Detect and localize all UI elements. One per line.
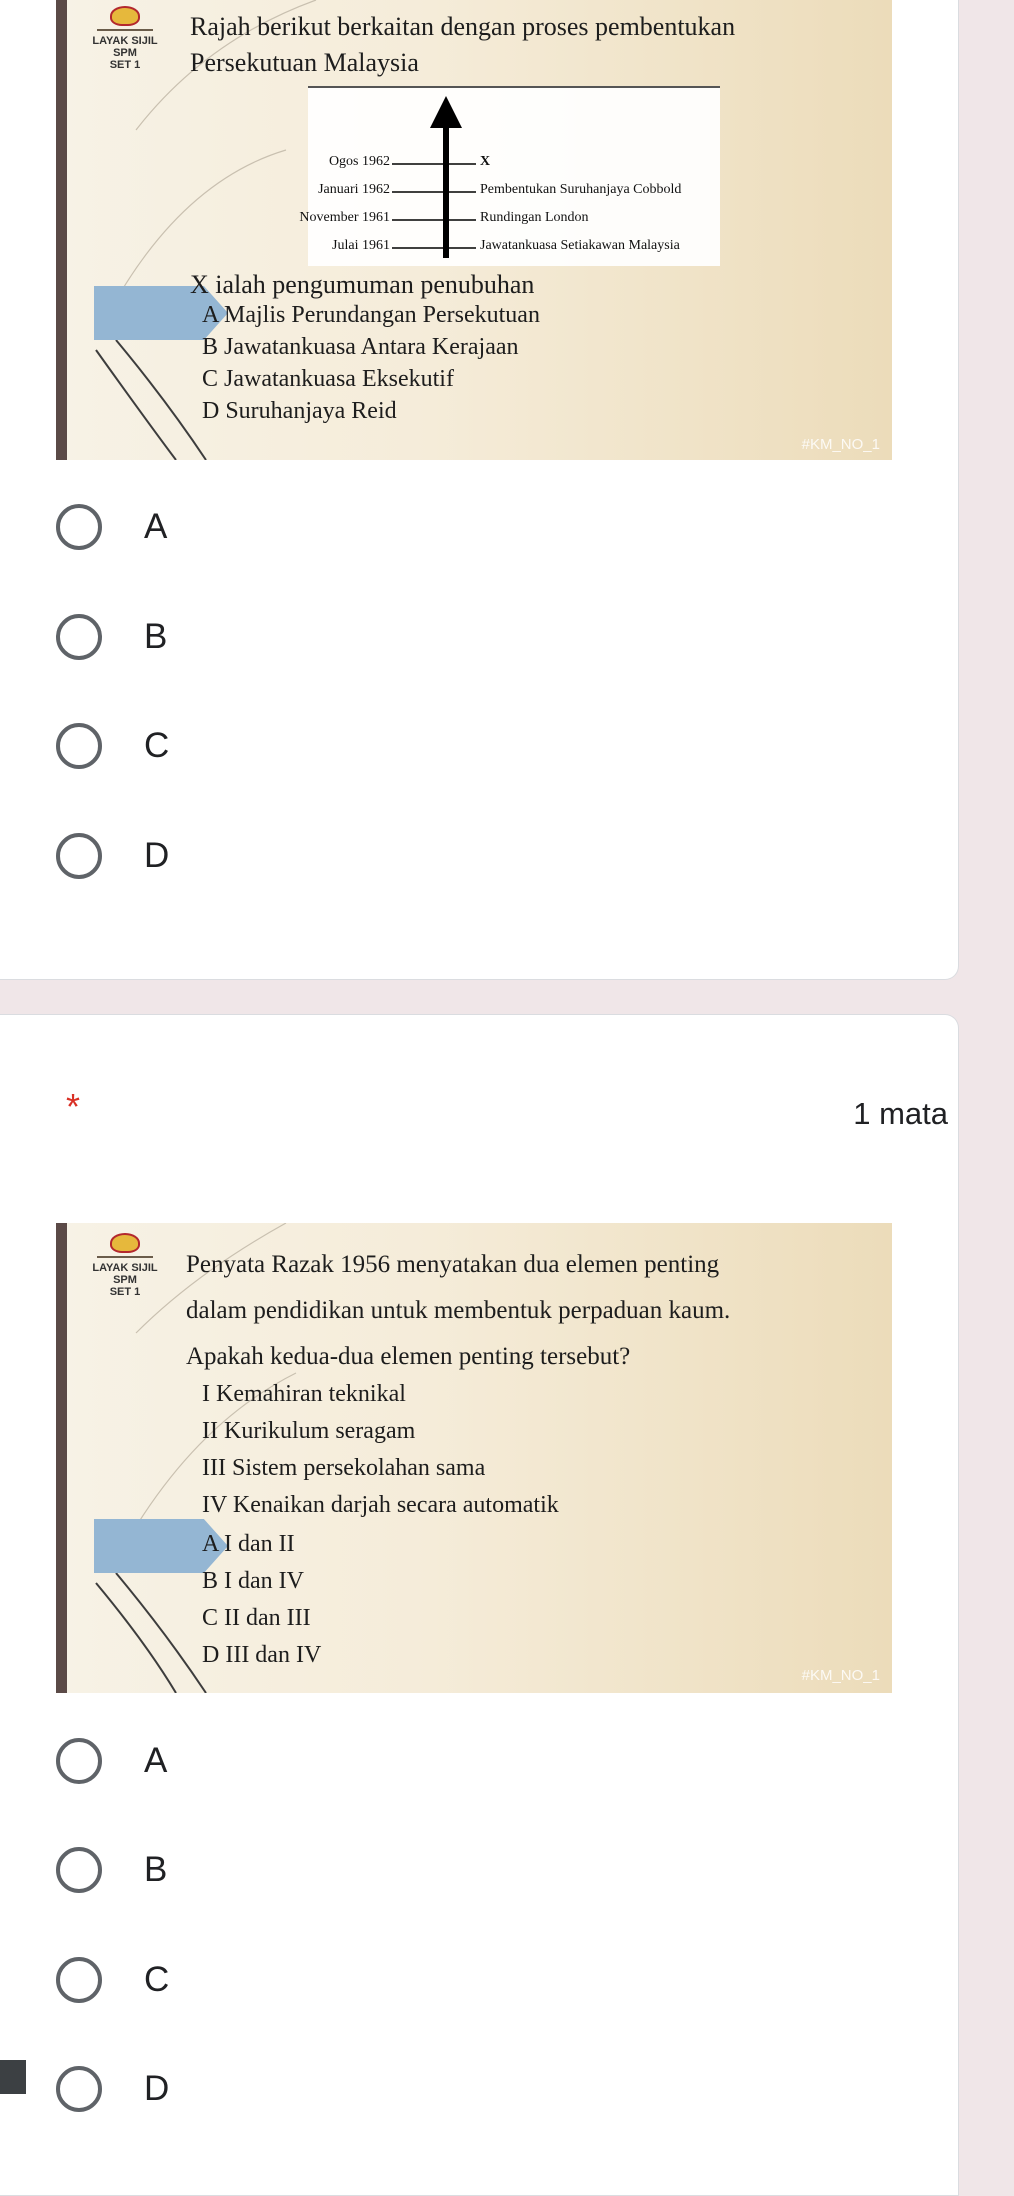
choice-label: C: [144, 726, 170, 765]
choice-a[interactable]: [56, 1731, 167, 1791]
required-mark: *: [66, 1086, 81, 1127]
timeline-diagram: [299, 86, 720, 266]
choice-label: B: [144, 617, 168, 656]
question-2-image: [56, 1223, 892, 1693]
question-2-option-text: C II dan III: [202, 1605, 311, 1631]
timeline-date: Julai 1961: [332, 238, 390, 253]
timeline-date: Januari 1962: [318, 182, 390, 197]
radio-button[interactable]: [56, 723, 102, 769]
question-1-option-text: D Suruhanjaya Reid: [202, 398, 397, 424]
question-1-option-text: B Jawatankuasa Antara Kerajaan: [202, 334, 519, 360]
radio-button[interactable]: [56, 1957, 102, 2003]
question-2-stem-line1: Penyata Razak 1956 menyatakan dua elemen penting: [186, 1251, 720, 1278]
question-1-stem-line2: Persekutuan Malaysia: [190, 48, 419, 77]
question-2-option-text: D III dan IV: [202, 1642, 322, 1668]
choice-b[interactable]: [56, 1840, 167, 1900]
question-1-prompt: X ialah pengumuman penubuhan: [190, 270, 535, 299]
choice-a[interactable]: [56, 497, 167, 557]
timeline-event: X: [480, 154, 491, 169]
statement: I Kemahiran teknikal: [202, 1381, 406, 1407]
question-2-prompt: Apakah kedua-dua elemen penting tersebut?: [186, 1343, 631, 1370]
choice-c[interactable]: [56, 716, 169, 776]
question-tag: #KM_NO_1: [801, 436, 880, 453]
timeline-event: Pembentukan Suruhanjaya Cobbold: [480, 182, 682, 197]
choice-d[interactable]: [56, 2059, 169, 2119]
statement: II Kurikulum seragam: [202, 1418, 416, 1444]
radio-button[interactable]: [56, 833, 102, 879]
question-tag: #KM_NO_1: [801, 1667, 880, 1684]
crest-icon: [110, 1233, 140, 1253]
radio-button[interactable]: [56, 2066, 102, 2112]
radio-button[interactable]: [56, 614, 102, 660]
timeline-date: November 1961: [299, 210, 390, 225]
radio-button[interactable]: [56, 1738, 102, 1784]
choice-b[interactable]: [56, 607, 167, 667]
spm-badge: LAYAK SIJIL SPM SET 1: [86, 1233, 164, 1298]
choice-c[interactable]: [56, 1950, 169, 2010]
question-1-option-text: A Majlis Perundangan Persekutuan: [202, 302, 540, 328]
side-feedback-flag[interactable]: [0, 2060, 26, 2094]
choice-d[interactable]: [56, 826, 169, 886]
choice-label: B: [144, 1850, 168, 1889]
question-2-option-text: A I dan II: [202, 1531, 295, 1557]
question-2-option-text: B I dan IV: [202, 1568, 304, 1594]
choice-label: C: [144, 1960, 170, 1999]
choice-label: D: [144, 2069, 170, 2108]
radio-button[interactable]: [56, 1847, 102, 1893]
question-1-option-text: C Jawatankuasa Eksekutif: [202, 366, 454, 392]
question-2-stem-line2: dalam pendidikan untuk membentuk perpaduan kaum.: [186, 1297, 731, 1324]
statement: III Sistem persekolahan sama: [202, 1455, 486, 1481]
timeline-event: Jawatankuasa Setiakawan Malaysia: [480, 238, 680, 253]
timeline-date: Ogos 1962: [328, 154, 390, 169]
choice-label: A: [144, 507, 168, 546]
radio-button[interactable]: [56, 504, 102, 550]
crest-icon: [110, 6, 140, 26]
question-1-image: [56, 0, 892, 460]
points-label: 1 mata: [853, 1096, 948, 1131]
choice-label: A: [144, 1741, 168, 1780]
spm-badge: LAYAK SIJIL SPM SET 1: [86, 6, 164, 71]
question-1-stem-line1: Rajah berikut berkaitan dengan proses pembentukan: [190, 12, 736, 41]
choice-label: D: [144, 836, 170, 875]
statement: IV Kenaikan darjah secara automatik: [202, 1492, 559, 1518]
timeline-event: Rundingan London: [480, 210, 589, 225]
